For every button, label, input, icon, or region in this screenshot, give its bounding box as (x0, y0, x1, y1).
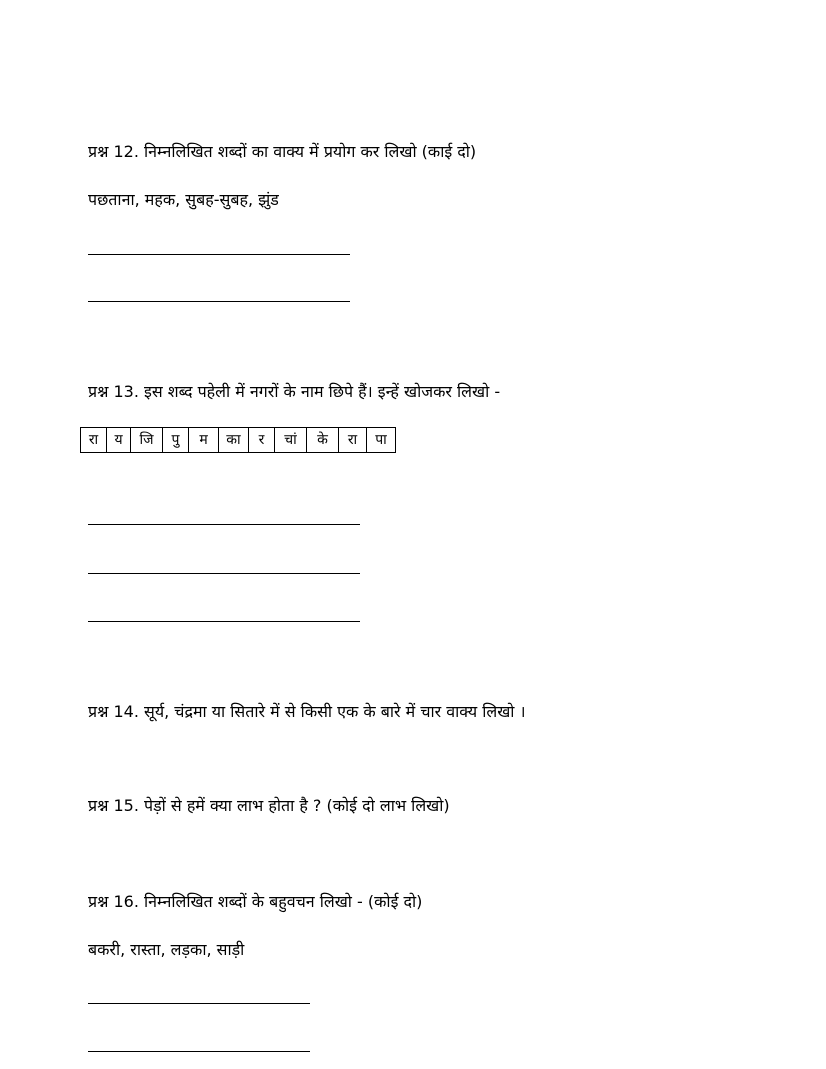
question-12-text: प्रश्न 12. निम्नलिखित शब्दों का वाक्य में प्रयोग कर लिखो (काई दो) (88, 142, 477, 161)
answer-blank-16-2 (88, 1051, 310, 1052)
puzzle-cell: रा (81, 428, 107, 452)
puzzle-cell: के (307, 428, 339, 452)
answer-blank-12-2 (88, 301, 350, 302)
answer-blank-13-2 (88, 573, 360, 574)
word-puzzle-grid (80, 427, 396, 453)
puzzle-cell: म (189, 428, 219, 452)
puzzle-cell: र (249, 428, 275, 452)
answer-blank-12-1 (88, 254, 350, 255)
question-16-text: प्रश्न 16. निम्नलिखित शब्दों के बहुवचन लिखो - (कोई दो) (88, 892, 423, 911)
puzzle-cell: का (219, 428, 249, 452)
puzzle-cell: य (107, 428, 131, 452)
answer-blank-13-3 (88, 621, 360, 622)
question-12-words: पछताना, महक, सुबह-सुबह, झुंड (88, 190, 279, 209)
puzzle-cell: चां (275, 428, 307, 452)
answer-blank-13-1 (88, 524, 360, 525)
question-15-text: प्रश्न 15. पेड़ों से हमें क्या लाभ होता है ? (कोई दो लाभ लिखो) (88, 796, 450, 815)
answer-blank-16-1 (88, 1003, 310, 1004)
puzzle-cell: जि (131, 428, 163, 452)
question-13-text: प्रश्न 13. इस शब्द पहेली में नगरों के नाम छिपे हैं। इन्हें खोजकर लिखो - (88, 382, 501, 401)
puzzle-cell: रा (339, 428, 367, 452)
question-16-words: बकरी, रास्ता, लड़का, साड़ी (88, 940, 245, 959)
question-14-text: प्रश्न 14. सूर्य, चंद्रमा या सितारे में से किसी एक के बारे में चार वाक्य लिखो । (88, 702, 526, 721)
puzzle-cell: पु (163, 428, 189, 452)
puzzle-cell: पा (367, 428, 395, 452)
